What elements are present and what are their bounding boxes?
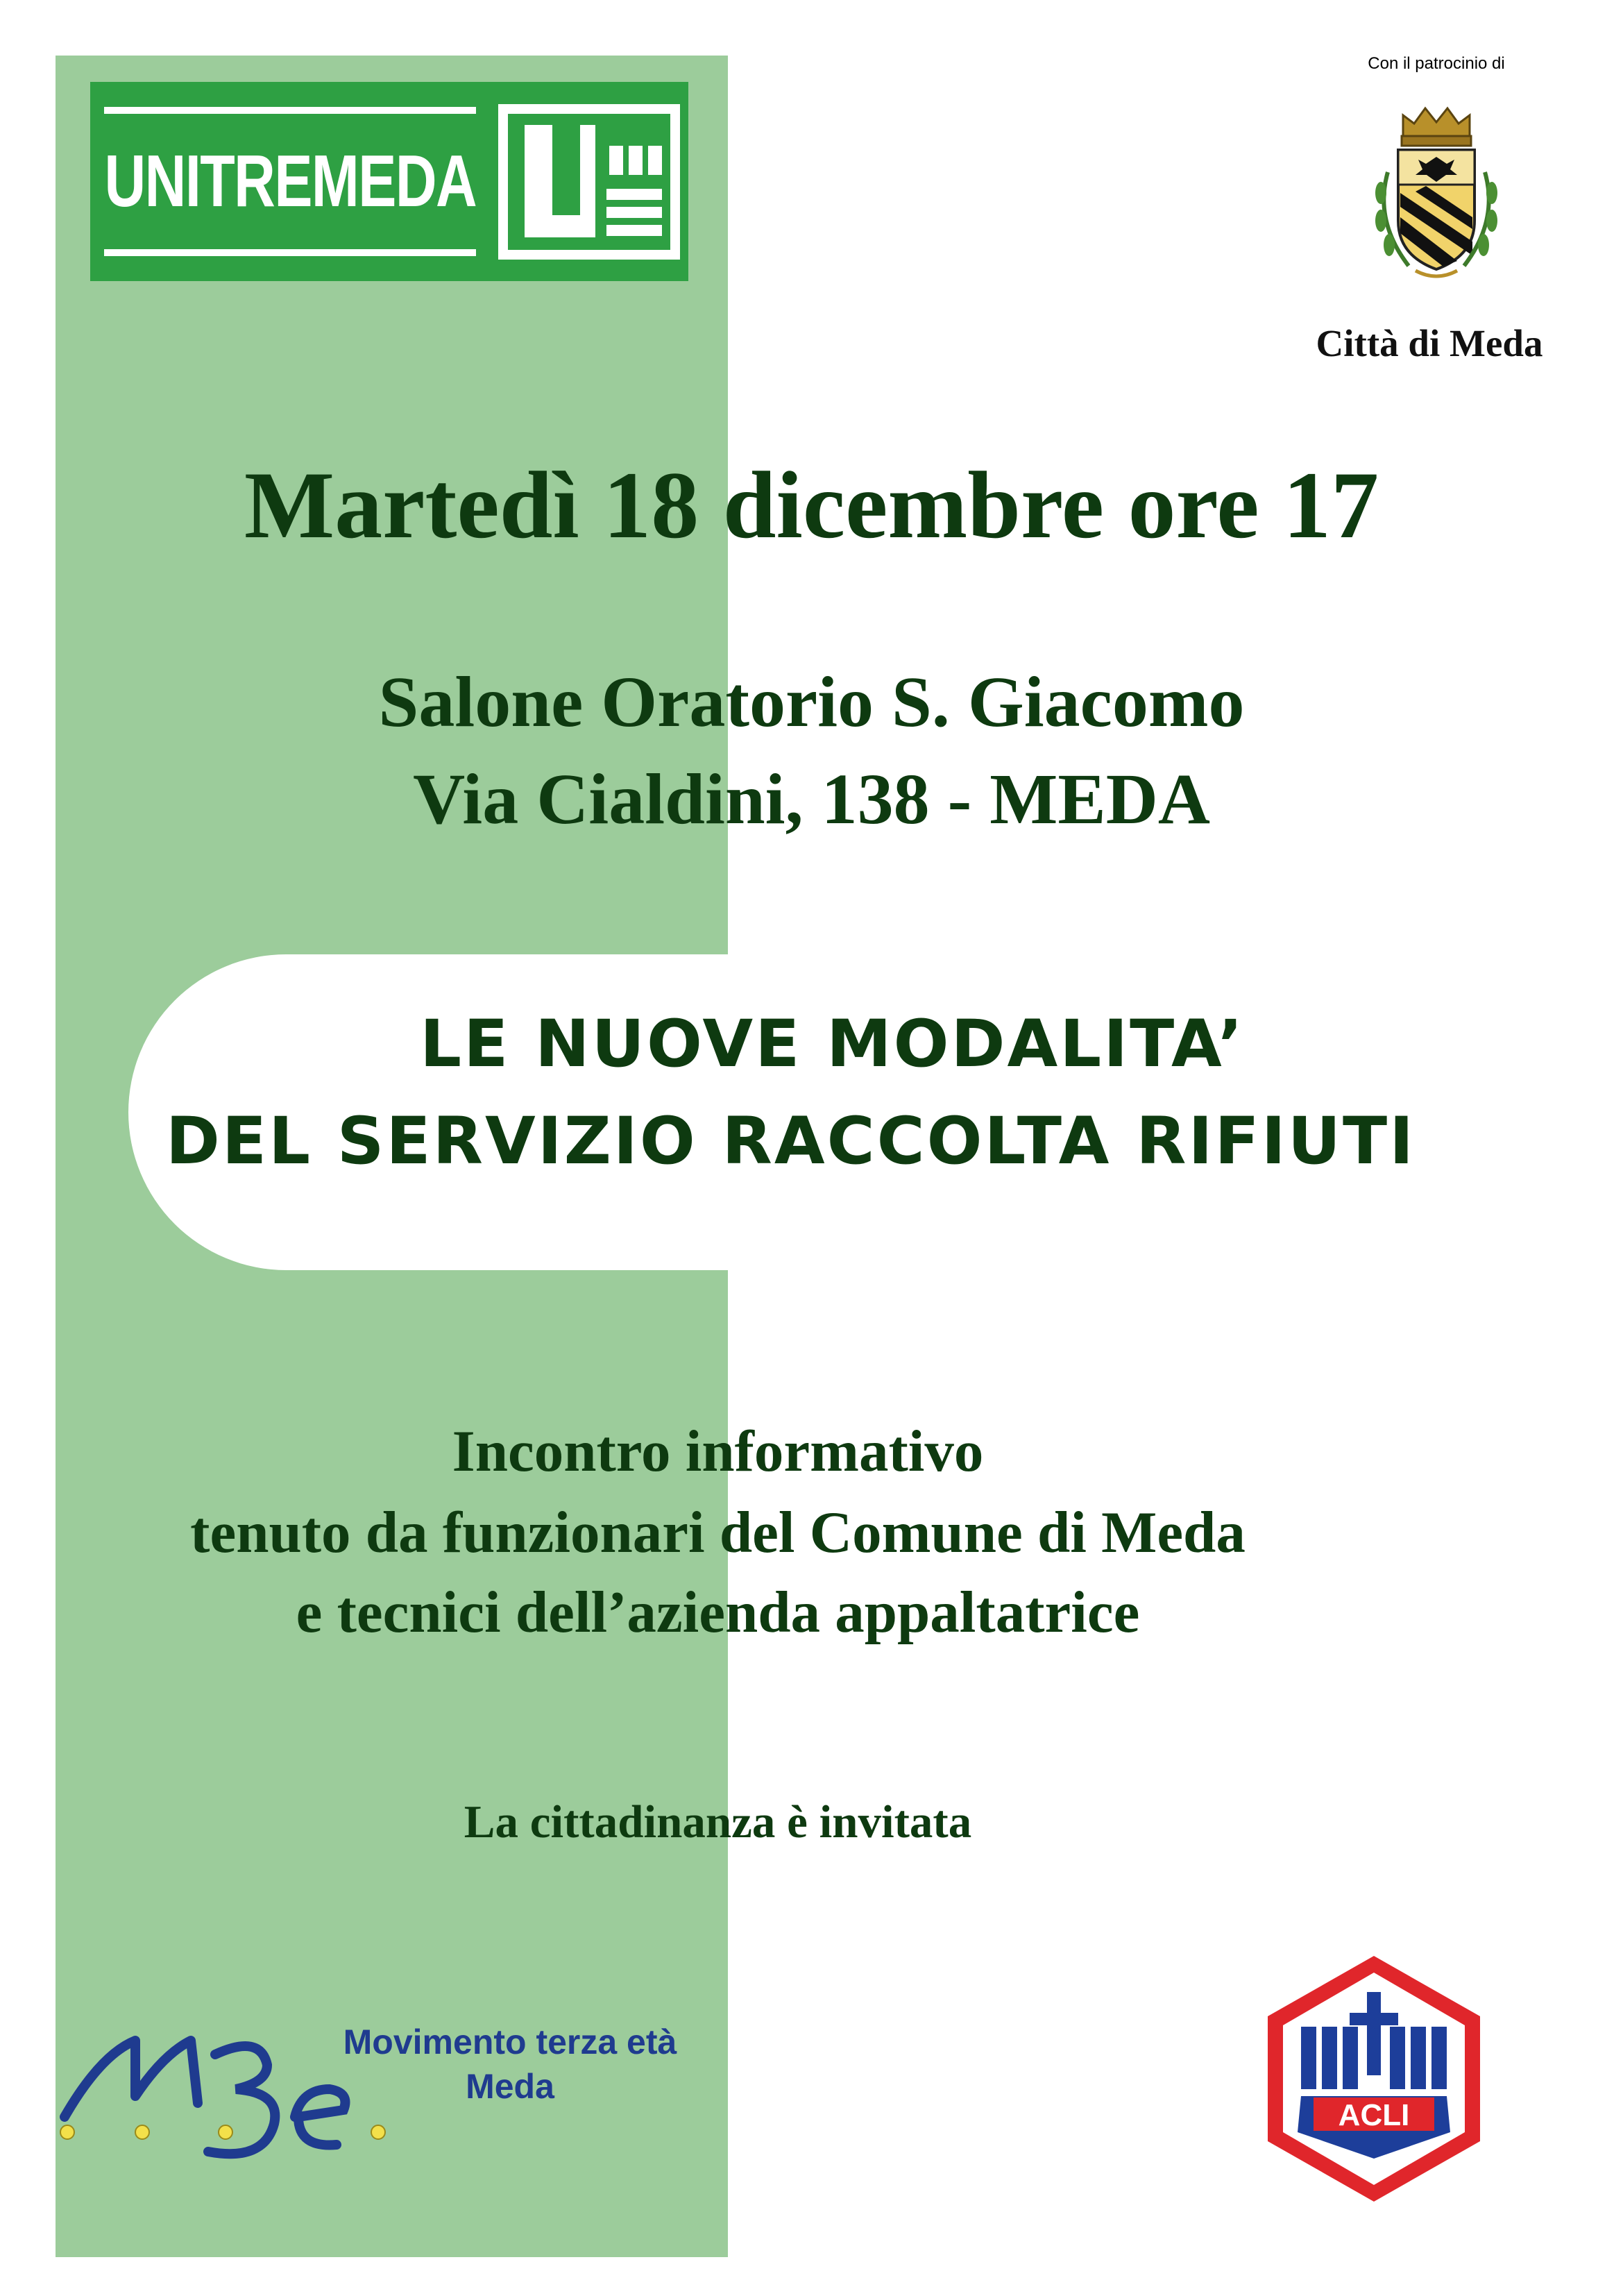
venue-address: Via Cialdini, 138 - MEDA (413, 759, 1210, 839)
invitation-text: La cittadinanza è invitata (464, 1796, 972, 1848)
topic-title-line2: DEL SERVIZIO RACCOLTA RIFIUTI (165, 1104, 1416, 1179)
topic-title-line1: LE NUOVE MODALITA’ (420, 1006, 1245, 1082)
venue-name: Salone Oratorio S. Giacomo (378, 662, 1245, 742)
description-line1: Incontro informativo (452, 1419, 984, 1484)
m3e-caption (316, 2020, 704, 2109)
unitre-logo-text: UNITREMEDA (104, 140, 476, 222)
description-line2: tenuto da funzionari del Comune di Meda (190, 1500, 1246, 1565)
patronage-label: Con il patrocinio di (1368, 54, 1505, 73)
acli-logo-text: ACLI (1338, 2098, 1410, 2132)
unitre-logo (90, 82, 688, 281)
m3e-caption-line2: Meda (466, 2067, 554, 2106)
unitre-logo-textbox (104, 107, 476, 256)
unitre-u-mark-icon (498, 104, 680, 260)
m3e-caption-line1: Movimento terza età (343, 2023, 677, 2061)
event-datetime: Martedì 18 dicembre ore 17 (244, 452, 1379, 558)
patron-city-name: Città di Meda (1316, 322, 1543, 364)
description-line3: e tecnici dell’azienda appaltatrice (296, 1580, 1140, 1645)
acli-logo-icon (1259, 1950, 1488, 2207)
coat-of-arms-icon (1360, 96, 1513, 297)
